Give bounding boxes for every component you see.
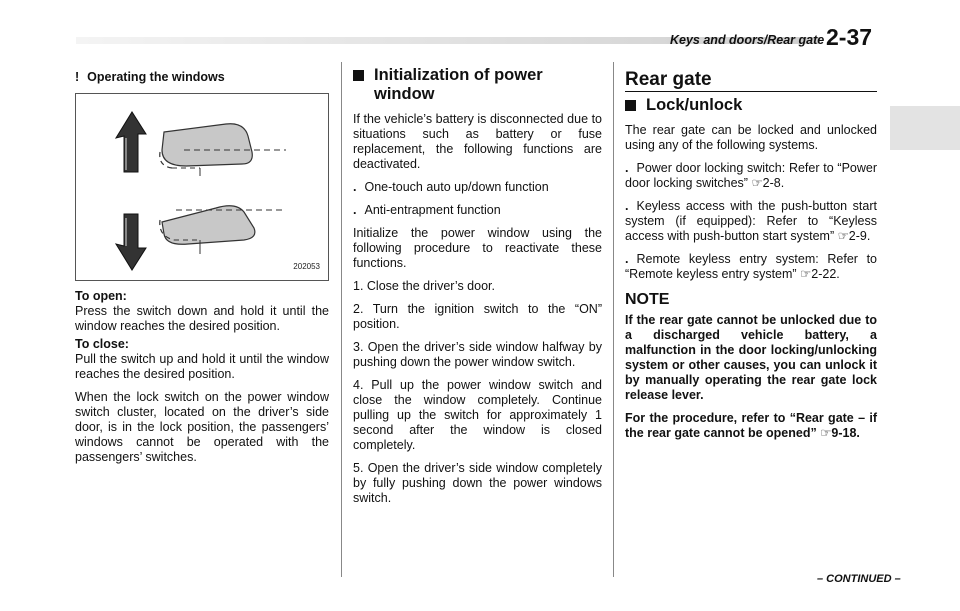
middle-column — [353, 66, 602, 514]
note-title: NOTE — [625, 291, 670, 308]
intro-text: If the vehicle’s battery is disconnected due to situations such as battery or fuse replacement, the following functions are deactivated. — [353, 112, 602, 171]
column-divider — [613, 62, 614, 577]
step-item: 2. Turn the ignition switch to the “ON” position. — [353, 302, 602, 331]
section-title: Rear gate — [625, 72, 877, 92]
figure-number: 202053 — [293, 262, 320, 271]
bullet-icon: . — [353, 180, 357, 194]
list-item: . Remote keyless entry system: Refer to “Remote keyless entry system” ☞2-22. — [625, 252, 877, 281]
subheading: ! Operating the windows — [75, 70, 225, 84]
note-text: For the procedure, refer to “Rear gate – if the rear gate cannot be opened” ☞9-18. — [625, 411, 877, 440]
list-item: . Anti-entrapment function — [353, 203, 501, 217]
procedure-intro: Initialize the power window using the following procedure to reactivate these functions. — [353, 226, 602, 270]
close-label: To close: — [75, 337, 129, 351]
intro-text: The rear gate can be locked and unlocked using any of the following systems. — [625, 123, 877, 152]
open-text: Press the switch down and hold it until the window reaches the desired position. — [75, 304, 329, 333]
bullet-icon: . — [625, 161, 629, 175]
bullet-icon: . — [625, 252, 629, 266]
right-column — [625, 66, 877, 449]
left-column — [75, 66, 329, 473]
chapter-tab — [890, 106, 960, 150]
lock-switch-text: When the lock switch on the power window switch cluster, located on the driver’s side door, is in the lock position, the passengers’ windows cannot be operated with the passengers’ switches. — [75, 390, 329, 464]
bullet-icon: . — [353, 203, 357, 217]
step-item: 1. Close the driver’s door. — [353, 279, 495, 293]
note-text: If the rear gate cannot be unlocked due to a discharged vehicle battery, a malfunction in the door locking/unlocking system or other causes, you can unlock it by manually operating the rear gate lock release lever. — [625, 313, 877, 402]
open-label: To open: — [75, 289, 127, 303]
bullet-icon: . — [625, 199, 629, 213]
heading-marker-icon — [625, 100, 636, 111]
list-item: . One-touch auto up/down function — [353, 180, 549, 194]
continued-label: – CONTINUED – — [817, 573, 901, 585]
window-switch-illustration — [76, 94, 328, 280]
heading-marker-icon — [353, 70, 364, 81]
step-item: 4. Pull up the power window switch and close the window completely. Continue pulling up the switch for approximately 1 second after the window is closed completely. — [353, 378, 602, 452]
subsection-heading: Lock/unlock — [625, 96, 877, 115]
step-item: 3. Open the driver’s side window halfway by pushing down the power window switch. — [353, 340, 602, 369]
page-number: 2-37 — [826, 24, 873, 50]
list-item: . Keyless access with the push-button start system (if equipped): Refer to “Keyless access with push-button start system” ☞2-9. — [625, 199, 877, 243]
step-item: 5. Open the driver’s side window completely by fully pushing down the power windows switch. — [353, 461, 602, 505]
list-item: . Power door locking switch: Refer to “Power door locking switches” ☞2-8. — [625, 161, 877, 190]
column-divider — [341, 62, 342, 577]
window-switch-figure — [75, 93, 329, 281]
header-section-title: Keys and doors/Rear gate — [670, 33, 825, 47]
bullet-marker-icon: ! — [75, 70, 80, 84]
section-heading: Initialization of power window — [353, 66, 602, 104]
close-text: Pull the switch up and hold it until the window reaches the desired position. — [75, 352, 329, 381]
